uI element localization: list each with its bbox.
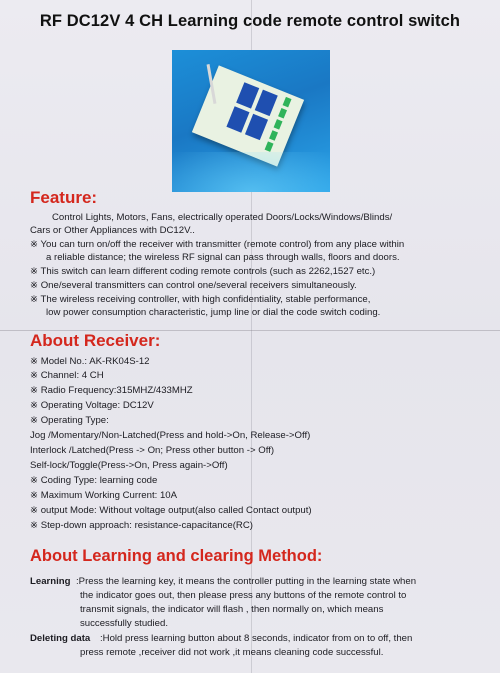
terminal-icon [274, 119, 283, 130]
feature-intro: Control Lights, Motors, Fans, electrically operated Doors/Locks/Windows/Blinds/ [52, 212, 393, 223]
relay-board-photo [172, 50, 330, 192]
learning-heading: About Learning and clearing Method: [30, 547, 323, 565]
terminal-icon [278, 108, 287, 119]
learning-text: :Press the learning key, it means the controller putting in the learning state when [76, 576, 417, 587]
feature-heading: Feature: [30, 188, 98, 207]
feature-bullet: ※ One/several transmitters can control one/several receivers simultaneously. [30, 280, 357, 291]
receiver-spec: ※ Radio Frequency:315MHZ/433MHZ [30, 385, 193, 396]
terminal-icon [283, 97, 292, 108]
deleting-label: Deleting data [30, 633, 91, 644]
deleting-text: :Hold press learning button about 8 seconds, indicator from on to off, then [100, 633, 413, 644]
learning-text: successfully studied. [80, 618, 168, 629]
receiver-spec: ※ Coding Type: learning code [30, 475, 158, 486]
terminal-icon [265, 141, 274, 152]
receiver-heading: About Receiver: [30, 331, 161, 350]
receiver-spec: Interlock /Latched(Press -> On; Press other button -> Off) [30, 445, 275, 456]
receiver-spec: ※ Channel: 4 CH [30, 370, 104, 381]
terminal-icon [269, 130, 278, 141]
page-title: RF DC12V 4 CH Learning code remote control switch [39, 12, 461, 30]
feature-bullet: low power consumption characteristic, jump line or dial the code switch coding. [46, 307, 381, 318]
photo-glow [172, 152, 330, 192]
receiver-spec: ※ Step-down approach: resistance-capacitance(RC) [30, 520, 253, 531]
relay-icon [255, 90, 278, 116]
learning-label: Learning [30, 576, 71, 587]
receiver-spec: ※ Operating Type: [30, 415, 109, 426]
feature-bullet: ※ You can turn on/off the receiver with transmitter (remote control) from any place within [30, 239, 405, 250]
deleting-text: press remote ,receiver did not work ,it means cleaning code successful. [80, 647, 384, 658]
feature-bullet: a reliable distance; the wireless RF signal can pass through walls, floors and doors. [46, 252, 400, 263]
receiver-spec: ※ Model No.: AK-RK04S-12 [30, 356, 150, 367]
feature-bullet: ※ The wireless receiving controller, with high confidentiality, stable performance, [30, 294, 371, 305]
feature-intro: Cars or Other Appliances with DC12V.. [30, 225, 195, 236]
relay-icon [245, 114, 268, 140]
receiver-spec: ※ Operating Voltage: DC12V [30, 400, 154, 411]
receiver-spec: Jog /Momentary/Non-Latched(Press and hold->On, Release->Off) [30, 430, 311, 441]
receiver-spec: Self-lock/Toggle(Press->On, Press again->Off) [30, 460, 228, 471]
receiver-spec: ※ output Mode: Without voltage output(also called Contact output) [30, 505, 312, 516]
learning-text: transmit signals, the indicator will flash , then normally on, which means [80, 604, 384, 615]
learning-text: the indicator goes out, then please press any buttons of the remote control to [80, 590, 407, 601]
feature-bullet: ※ This switch can learn different coding remote controls (such as 2262,1527 etc.) [30, 266, 376, 277]
receiver-spec: ※ Maximum Working Current: 10A [30, 490, 178, 501]
